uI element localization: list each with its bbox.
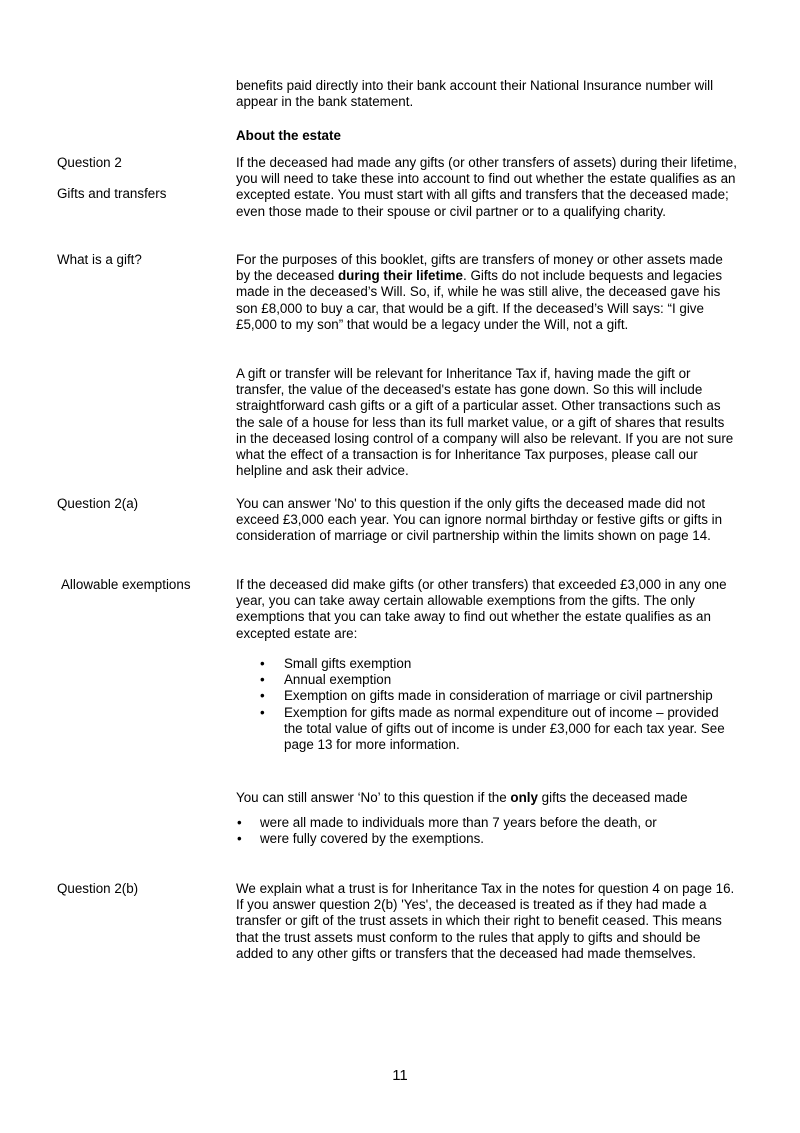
conditions-list bbox=[236, 815, 738, 847]
gift-definition-paragraph: For the purposes of this booklet, gifts are transfers of money or other assets made by the deceased during their lifetime. Gifts do not include bequests and legacies made in the deceased’s Will. So, if, while he was still alive, the deceased gave his son £8,000 to buy a car, that would be a gift. If the deceased’s Will says: “I give £5,000 to my son” that would be a legacy under the Will, not a gift. bbox=[236, 252, 723, 332]
label-question-2: Question 2 bbox=[57, 155, 122, 170]
question-2-text: If the deceased had made any gifts (or other transfers of assets) during their lifetime, you will need to take these into account to find out whether the estate qualifies as an excepted estate. You must start with all gifts and transfers that the deceased made; even those made to their spouse or civil partner or to a qualifying charity. bbox=[236, 155, 737, 219]
label-gifts-and-transfers: Gifts and transfers bbox=[57, 186, 167, 201]
still-answer-no-paragraph: You can still answer ‘No’ to this question if the only gifts the deceased made bbox=[236, 790, 688, 805]
label-question-2a: Question 2(a) bbox=[57, 496, 139, 511]
gift-relevance-paragraph: A gift or transfer will be relevant for Inheritance Tax if, having made the gift or transfer, the value of the deceased's estate has gone down. So this will include straightforward cash gifts or a gift of a particular asset. Other transactions such as the sale of a house for less than its full market value, or a gift of shares that results in the deceased losing control of a company will also be relevant. If you are not sure what the effect of a transaction is for Inheritance Tax purposes, please call our helpline and ask their advice. bbox=[236, 366, 734, 479]
label-question-2b: Question 2(b) bbox=[57, 881, 139, 896]
list-item: • were all made to individuals more than 7 years before the death, or bbox=[236, 815, 738, 831]
section-heading: About the estate bbox=[236, 128, 341, 143]
exemptions-text: If the deceased did make gifts (or other transfers) that exceeded £3,000 in any one year, you can take away certain allowable exemptions from the gifts. The only exemptions that you can take away to find out whether the estate qualifies as an excepted estate are: bbox=[236, 577, 727, 641]
label-allowable-exemptions: Allowable exemptions bbox=[61, 577, 191, 592]
question-2a-text: You can answer 'No' to this question if the only gifts the deceased made did not exceed £3,000 each year. You can ignore normal birthday or festive gifts or gifts in consideration of marriage or civil partnership within the limits shown on page 14. bbox=[236, 496, 723, 544]
question-2b-text: We explain what a trust is for Inheritance Tax in the notes for question 4 on page 16. If you answer question 2(b) 'Yes', the deceased is treated as if they had made a transfer or gift of the trust assets in which their right to benefit ceased. This means that the trust assets must conform to the rules that apply to gifts and should be added to any other gifts or transfers that the deceased had made themselves. bbox=[236, 881, 735, 961]
list-item: • Small gifts exemption bbox=[236, 656, 738, 672]
list-item: • Annual exemption bbox=[236, 672, 738, 688]
list-item: • Exemption for gifts made as normal expenditure out of income – provided the total value of gifts out of income is under £3,000 for each tax year. See page 13 for more information. bbox=[236, 705, 738, 754]
label-what-is-a-gift: What is a gift? bbox=[57, 252, 142, 267]
exemptions-list bbox=[236, 656, 738, 753]
page-number: 11 bbox=[392, 1067, 408, 1084]
list-item: • were fully covered by the exemptions. bbox=[236, 831, 738, 847]
list-item: • Exemption on gifts made in consideration of marriage or civil partnership bbox=[236, 688, 738, 704]
intro-paragraph: benefits paid directly into their bank account their National Insurance number will appear in the bank statement. bbox=[236, 78, 714, 110]
